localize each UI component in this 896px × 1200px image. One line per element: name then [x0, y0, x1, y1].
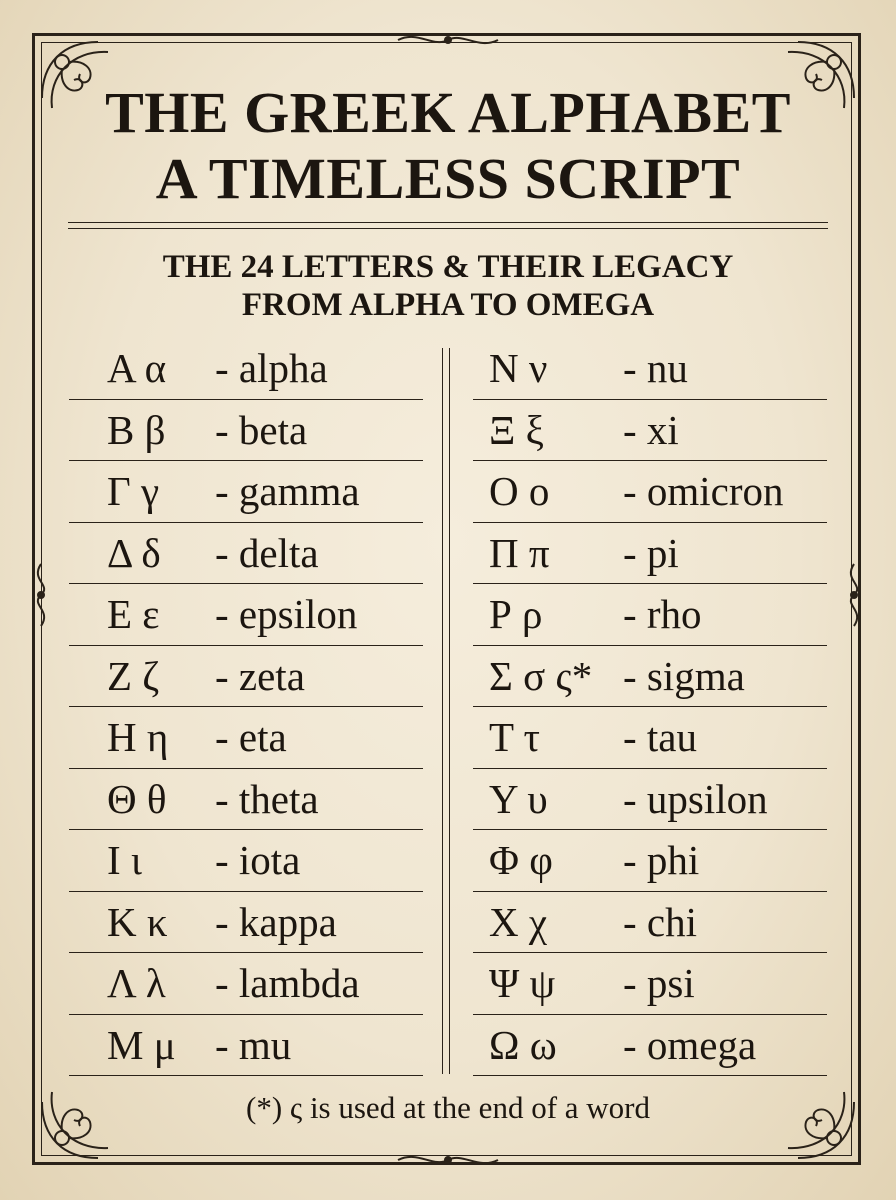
side-flourish-icon	[843, 560, 865, 630]
title-line-2: A TIMELESS SCRIPT	[155, 146, 741, 211]
letter-name: - lambda	[215, 960, 360, 1006]
footnote: (*) ς is used at the end of a word	[246, 1090, 650, 1125]
letter-glyphs: Σ σ ς*	[489, 652, 593, 699]
letter-row	[69, 953, 423, 1015]
letter-name: - zeta	[215, 652, 305, 699]
letter-row	[473, 400, 827, 462]
letter-name: - iota	[215, 837, 301, 883]
subtitle-line-2: FROM ALPHA TO OMEGA	[241, 287, 655, 323]
letter-glyphs: Γ γ	[107, 468, 160, 514]
letter-row	[69, 646, 423, 708]
letter-row	[69, 523, 423, 585]
letter-row	[69, 769, 423, 831]
letter-glyphs: Φ φ	[489, 837, 553, 883]
letter-row	[473, 953, 827, 1015]
letter-glyphs: Ψ ψ	[489, 960, 556, 1006]
title-line-1: THE GREEK ALPHABET	[105, 80, 791, 145]
letter-glyphs: Ε ε	[107, 591, 160, 637]
letter-glyphs: Ι ι	[107, 837, 142, 883]
letter-row	[473, 338, 827, 400]
letter-name: - eta	[215, 714, 287, 760]
column-divider	[442, 348, 450, 1074]
letter-glyphs: Η η	[107, 714, 169, 760]
letter-row	[473, 769, 827, 831]
letter-name: - upsilon	[623, 775, 768, 822]
letter-name: - delta	[215, 529, 319, 576]
letter-row	[69, 1015, 423, 1077]
letter-name: - epsilon	[215, 591, 358, 637]
letter-row	[473, 461, 827, 523]
letter-glyphs: Π π	[489, 529, 550, 576]
letter-glyphs: Α α	[107, 345, 167, 391]
letter-row	[473, 892, 827, 954]
letter-glyphs: Δ δ	[107, 529, 161, 576]
letter-row	[473, 830, 827, 892]
right-letter-column	[473, 338, 827, 1076]
letter-name: - beta	[215, 406, 308, 453]
letter-glyphs: Ζ ζ	[107, 652, 160, 699]
letter-row	[473, 646, 827, 708]
center-flourish-icon	[388, 30, 508, 50]
letter-name: - alpha	[215, 345, 328, 391]
left-letter-column	[69, 338, 423, 1076]
letter-name: - theta	[215, 775, 319, 822]
letter-name: - omicron	[623, 468, 784, 514]
side-flourish-icon	[30, 560, 52, 630]
letter-row	[69, 338, 423, 400]
letter-glyphs: Θ θ	[107, 775, 167, 822]
letter-name: - xi	[623, 406, 679, 453]
letter-glyphs: Χ χ	[489, 898, 548, 945]
letter-name: - nu	[623, 345, 688, 391]
letter-row	[473, 523, 827, 585]
letter-name: - gamma	[215, 468, 360, 514]
letter-name: - tau	[623, 714, 697, 760]
letter-name: - phi	[623, 837, 700, 883]
letter-row	[473, 707, 827, 769]
letter-name: - pi	[623, 529, 679, 576]
letter-glyphs: Ο ο	[489, 468, 550, 514]
letter-row	[69, 707, 423, 769]
letter-glyphs: Ξ ξ	[489, 406, 544, 453]
title-rule-bottom	[68, 228, 828, 229]
letter-row	[69, 400, 423, 462]
center-flourish-icon	[388, 1150, 508, 1170]
letter-glyphs: Ν ν	[489, 345, 548, 391]
letter-glyphs: Κ κ	[107, 898, 168, 945]
letter-glyphs: Ρ ρ	[489, 591, 543, 637]
letter-row	[69, 830, 423, 892]
letter-row	[69, 892, 423, 954]
letter-row	[69, 584, 423, 646]
letter-glyphs: Λ λ	[107, 960, 166, 1006]
letter-name: - chi	[623, 898, 697, 945]
title-rule-top	[68, 222, 828, 223]
letter-glyphs: Μ μ	[107, 1021, 176, 1068]
letter-glyphs: Υ υ	[489, 775, 548, 822]
letter-name: - mu	[215, 1021, 292, 1068]
letter-name: - omega	[623, 1021, 757, 1068]
letter-name: - kappa	[215, 898, 337, 945]
letter-name: - sigma	[623, 652, 745, 699]
letter-name: - psi	[623, 960, 695, 1006]
letter-row	[473, 584, 827, 646]
letter-glyphs: Ω ω	[489, 1021, 557, 1068]
letter-row	[473, 1015, 827, 1077]
letter-row	[69, 461, 423, 523]
letter-glyphs: Β β	[107, 406, 166, 453]
letter-glyphs: Τ τ	[489, 714, 541, 760]
subtitle-line-1: THE 24 LETTERS & THEIR LEGACY	[162, 249, 734, 285]
letter-name: - rho	[623, 591, 702, 637]
